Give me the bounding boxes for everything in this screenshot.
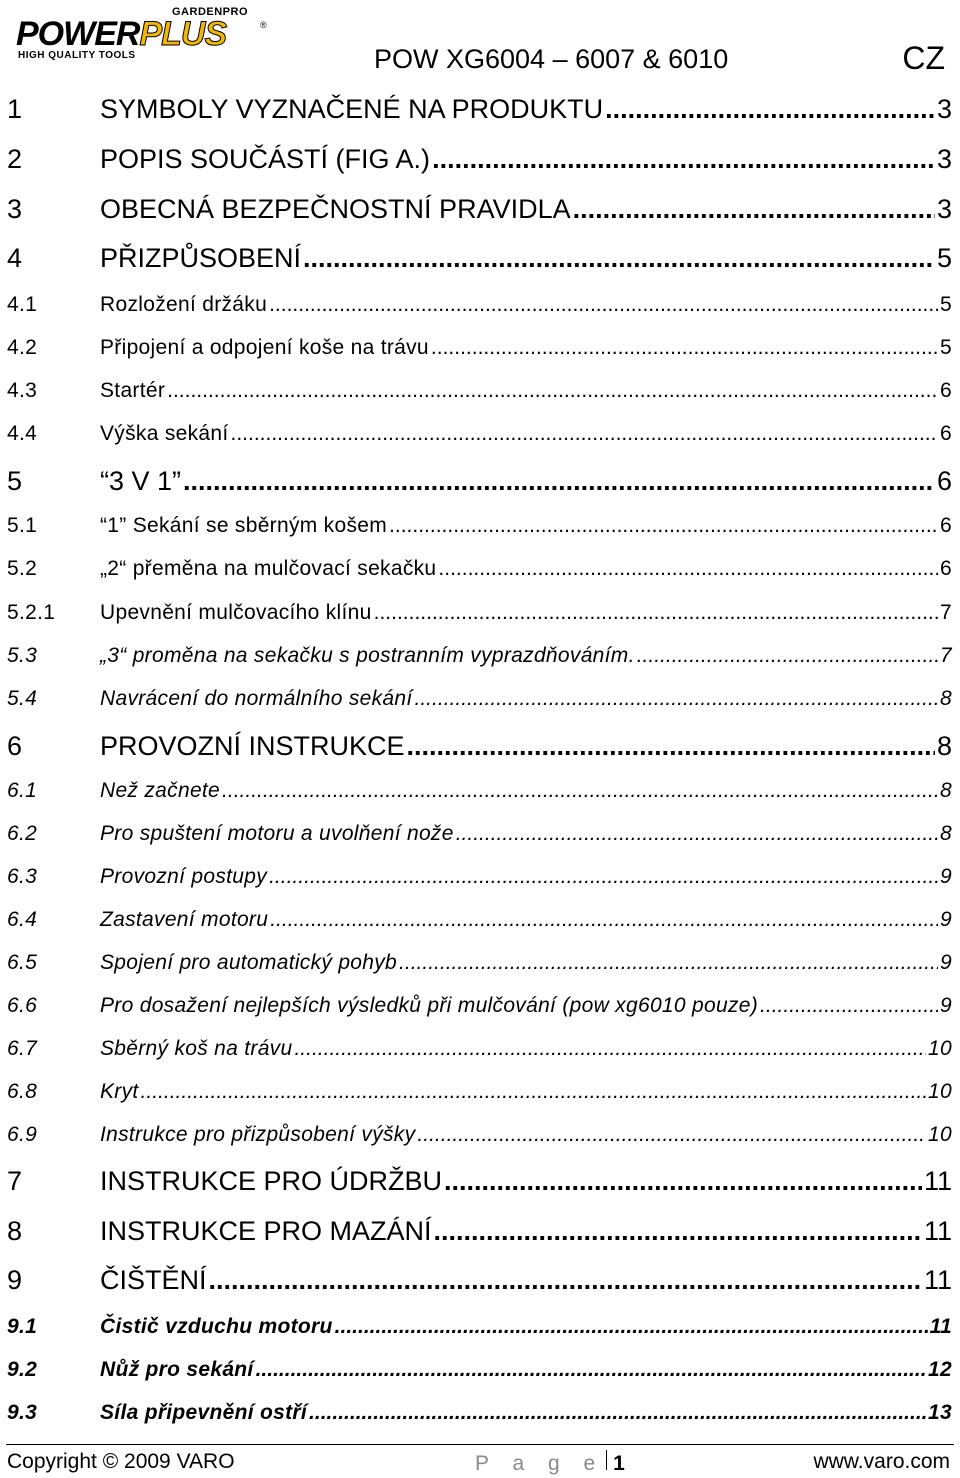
toc-leader bbox=[141, 1080, 926, 1104]
toc-number: 9.3 bbox=[7, 1401, 38, 1424]
toc-entry[interactable] bbox=[7, 822, 952, 846]
toc-entry[interactable] bbox=[7, 243, 952, 274]
toc-title: Sběrný koš na trávu bbox=[100, 1037, 293, 1060]
toc-number: 4.3 bbox=[7, 379, 38, 402]
toc-entry[interactable] bbox=[7, 379, 952, 403]
toc-leader bbox=[760, 994, 938, 1018]
toc-title: Instrukce pro přizpůsobení výšky bbox=[100, 1123, 416, 1146]
toc-number: 2 bbox=[7, 144, 23, 174]
toc-number: 5.2.1 bbox=[7, 601, 56, 624]
powerplus-logo bbox=[14, 6, 274, 62]
toc-leader bbox=[389, 514, 938, 538]
toc-entry[interactable] bbox=[7, 1315, 952, 1339]
footer-divider bbox=[6, 1444, 954, 1445]
toc-entry[interactable] bbox=[7, 687, 952, 711]
model-title: POW XG6004 – 6007 & 6010 bbox=[374, 44, 729, 74]
page-indicator bbox=[475, 1450, 625, 1476]
toc-leader bbox=[294, 1037, 926, 1061]
toc-page: 7 bbox=[940, 601, 952, 624]
toc-entry[interactable] bbox=[7, 293, 952, 317]
toc-leader bbox=[209, 1265, 922, 1296]
toc-leader bbox=[269, 293, 938, 317]
toc-number: 5.3 bbox=[7, 644, 38, 667]
toc-leader bbox=[309, 1401, 926, 1425]
toc-leader bbox=[335, 1315, 928, 1339]
toc-title: “3 V 1” bbox=[100, 466, 182, 496]
toc-leader bbox=[270, 908, 938, 932]
toc-title: OBECNÁ BEZPEČNOSTNÍ PRAVIDLA bbox=[100, 194, 571, 224]
toc-number: 4 bbox=[7, 243, 23, 273]
toc-title: Navrácení do normálního sekání bbox=[100, 687, 413, 710]
toc-page: 9 bbox=[940, 865, 952, 888]
toc-page: 3 bbox=[936, 94, 952, 124]
toc-leader bbox=[374, 601, 938, 625]
toc-leader bbox=[417, 1123, 926, 1147]
toc-page: 8 bbox=[940, 822, 952, 845]
toc-title: Síla připevnění ostří bbox=[100, 1401, 308, 1424]
logo-tagline: HIGH QUALITY TOOLS bbox=[18, 50, 136, 61]
logo-power-text: POWER bbox=[16, 15, 140, 53]
toc-leader bbox=[605, 94, 935, 125]
toc-title: SYMBOLY VYZNAČENÉ NA PRODUKTU bbox=[100, 94, 604, 124]
logo-plus-text: PLUS bbox=[139, 15, 227, 53]
toc-title: Nůž pro sekání bbox=[100, 1358, 254, 1381]
toc-leader bbox=[231, 422, 939, 446]
logo-registered-mark: ® bbox=[260, 20, 267, 30]
toc-page: 6 bbox=[940, 557, 952, 580]
toc-entry[interactable] bbox=[7, 908, 952, 932]
toc-page: 11 bbox=[923, 1166, 952, 1196]
toc-number: 3 bbox=[7, 194, 23, 224]
toc-page: 8 bbox=[940, 687, 952, 710]
page-footer bbox=[7, 1450, 950, 1474]
toc-entry[interactable] bbox=[7, 994, 952, 1018]
toc-entry[interactable] bbox=[7, 1216, 952, 1247]
toc-leader bbox=[637, 644, 938, 668]
toc-page: 12 bbox=[928, 1358, 952, 1381]
toc-title: Pro spuštení motoru a uvolňení nože bbox=[100, 822, 454, 845]
toc-number: 9.2 bbox=[7, 1358, 38, 1381]
toc-title: PROVOZNÍ INSTRUKCE bbox=[100, 731, 405, 761]
toc-page: 6 bbox=[940, 422, 952, 445]
toc-page: 9 bbox=[940, 908, 952, 931]
toc-entry[interactable] bbox=[7, 144, 952, 175]
toc-number: 6.8 bbox=[7, 1080, 38, 1103]
toc-page: 5 bbox=[940, 336, 952, 359]
toc-entry[interactable] bbox=[7, 557, 952, 581]
toc-page: 10 bbox=[928, 1080, 952, 1103]
toc-number: 6 bbox=[7, 731, 23, 761]
toc-number: 8 bbox=[7, 1216, 23, 1246]
toc-number: 5 bbox=[7, 466, 23, 496]
toc-page: 5 bbox=[940, 293, 952, 316]
toc-entry[interactable] bbox=[7, 644, 952, 668]
toc-page: 6 bbox=[940, 379, 952, 402]
toc-title: Než začnete bbox=[100, 779, 221, 802]
toc-leader bbox=[183, 466, 935, 497]
toc-title: Pro dosažení nejlepších výsledků při mulčování (pow xg6010 pouze) bbox=[100, 994, 759, 1017]
toc-entry[interactable] bbox=[7, 1037, 952, 1061]
toc-number: 6.6 bbox=[7, 994, 38, 1017]
toc-entry[interactable] bbox=[7, 865, 952, 889]
toc-leader bbox=[415, 687, 939, 711]
toc-page: 9 bbox=[940, 951, 952, 974]
toc-entry[interactable] bbox=[7, 336, 952, 360]
toc-page: 3 bbox=[936, 144, 952, 174]
toc-number: 5.2 bbox=[7, 557, 38, 580]
toc-title: „2“ přeměna na mulčovací sekačku bbox=[100, 557, 437, 580]
toc-number: 5.4 bbox=[7, 687, 38, 710]
toc-leader bbox=[434, 1216, 922, 1247]
toc-number: 1 bbox=[7, 94, 23, 124]
toc-page: 9 bbox=[940, 994, 952, 1017]
toc-title: Výška sekání bbox=[100, 422, 229, 445]
language-code: CZ bbox=[902, 40, 945, 76]
toc-entry[interactable] bbox=[7, 422, 952, 446]
toc-entry[interactable] bbox=[7, 601, 952, 625]
toc-title: Spojení pro automatický pohyb bbox=[100, 951, 398, 974]
toc-entry[interactable] bbox=[7, 466, 952, 497]
toc-number: 9 bbox=[7, 1265, 23, 1295]
toc-page: 7 bbox=[940, 644, 952, 667]
toc-entry[interactable] bbox=[7, 1166, 952, 1197]
toc-number: 6.1 bbox=[7, 779, 38, 802]
website-link[interactable]: www.varo.com bbox=[813, 1450, 950, 1473]
toc-entry[interactable] bbox=[7, 94, 952, 125]
toc-leader bbox=[222, 779, 938, 803]
toc-page: 3 bbox=[936, 194, 952, 224]
toc-leader bbox=[256, 1358, 926, 1382]
toc-entry[interactable] bbox=[7, 1080, 952, 1104]
toc-title: Rozložení držáku bbox=[100, 293, 268, 316]
toc-page: 5 bbox=[936, 243, 952, 273]
toc-leader bbox=[269, 865, 938, 889]
logo-wordmark bbox=[16, 16, 226, 52]
toc-number: 6.5 bbox=[7, 951, 38, 974]
toc-leader bbox=[399, 951, 938, 975]
toc-page: 10 bbox=[928, 1123, 952, 1146]
toc-leader bbox=[438, 557, 938, 581]
toc-title: Kryt bbox=[100, 1080, 139, 1103]
toc-number: 6.3 bbox=[7, 865, 38, 888]
toc-title: “1” Sekání se sběrným košem bbox=[100, 514, 388, 537]
toc-leader bbox=[431, 336, 938, 360]
toc-number: 6.9 bbox=[7, 1123, 38, 1146]
copyright-text: Copyright © 2009 VARO bbox=[7, 1450, 235, 1473]
toc-page: 10 bbox=[928, 1037, 952, 1060]
toc-number: 5.1 bbox=[7, 514, 38, 537]
toc-page: 11 bbox=[923, 1265, 952, 1295]
toc-title: Provozní postupy bbox=[100, 865, 268, 888]
toc-leader bbox=[167, 379, 938, 403]
toc-title: Startér bbox=[100, 379, 166, 402]
toc-entry[interactable] bbox=[7, 1123, 952, 1147]
toc-title: Připojení a odpojení koše na trávu bbox=[100, 336, 429, 359]
toc-leader bbox=[407, 731, 935, 762]
toc-entry[interactable] bbox=[7, 1265, 952, 1296]
toc-number: 6.7 bbox=[7, 1037, 38, 1060]
toc-leader bbox=[456, 822, 938, 846]
toc-title: PŘIZPŮSOBENÍ bbox=[100, 243, 302, 273]
toc-entry[interactable] bbox=[7, 514, 952, 538]
toc-page: 11 bbox=[929, 1315, 952, 1338]
toc-number: 6.4 bbox=[7, 908, 38, 931]
logo-gardenpro-text: GARDENPRO bbox=[172, 6, 249, 18]
toc-title: Čistič vzduchu motoru bbox=[100, 1315, 333, 1338]
toc-number: 9.1 bbox=[7, 1315, 38, 1338]
toc-title: INSTRUKCE PRO ÚDRŽBU bbox=[100, 1166, 443, 1196]
toc-number: 7 bbox=[7, 1166, 23, 1196]
toc-page: 8 bbox=[936, 731, 952, 761]
toc-number: 4.1 bbox=[7, 293, 38, 316]
toc-page: 13 bbox=[928, 1401, 952, 1424]
toc-number: 4.4 bbox=[7, 422, 38, 445]
toc-page: 6 bbox=[940, 514, 952, 537]
toc-page: 6 bbox=[936, 466, 952, 496]
toc-entry[interactable] bbox=[7, 779, 952, 803]
toc-title: Upevnění mulčovacího klínu bbox=[100, 601, 372, 624]
toc-title: „3“ proměna na sekačku s postranním vyprazdňováním. bbox=[100, 644, 635, 667]
toc-entry[interactable] bbox=[7, 1401, 952, 1425]
toc-entry[interactable] bbox=[7, 731, 952, 762]
toc-page: 11 bbox=[923, 1216, 952, 1246]
toc-title: INSTRUKCE PRO MAZÁNÍ bbox=[100, 1216, 432, 1246]
toc-title: POPIS SOUČÁSTÍ (FIG A.) bbox=[100, 144, 431, 174]
toc-page: 8 bbox=[940, 779, 952, 802]
toc-leader bbox=[444, 1166, 922, 1197]
toc-entry[interactable] bbox=[7, 951, 952, 975]
toc-number: 6.2 bbox=[7, 822, 38, 845]
toc-title: Zastavení motoru bbox=[100, 908, 269, 931]
toc-number: 4.2 bbox=[7, 336, 38, 359]
toc-leader bbox=[573, 194, 935, 225]
toc-entry[interactable] bbox=[7, 1358, 952, 1382]
toc-leader bbox=[432, 144, 935, 175]
page-number: 1 bbox=[613, 1452, 625, 1475]
page-separator bbox=[606, 1450, 607, 1470]
toc-entry[interactable] bbox=[7, 194, 952, 225]
page-label: P a g e bbox=[475, 1452, 605, 1475]
toc-title: ČIŠTĚNÍ bbox=[100, 1265, 207, 1295]
toc-leader bbox=[303, 243, 935, 274]
